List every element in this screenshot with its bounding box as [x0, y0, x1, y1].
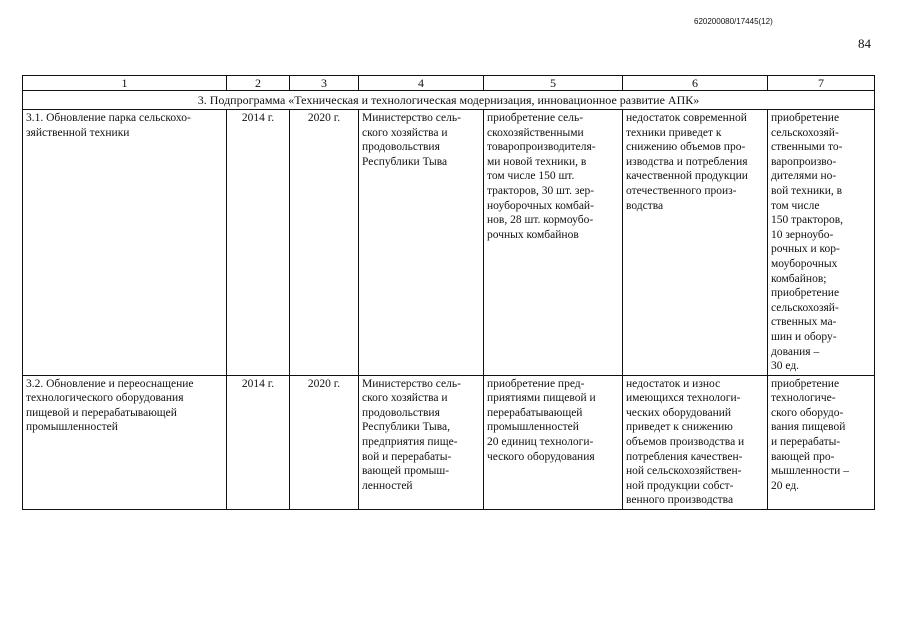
page-number: 84	[858, 36, 871, 51]
program-table	[22, 75, 875, 510]
column-number: 4	[359, 76, 484, 91]
start-year-cell: 2014 г.	[227, 375, 290, 509]
table-row	[23, 375, 875, 509]
column-number: 6	[623, 76, 768, 91]
column-number: 7	[768, 76, 875, 91]
column-number: 2	[227, 76, 290, 91]
column-number: 3	[290, 76, 359, 91]
indicator-link-cell: приобретение сельскохозяй- ственными то- варопроизво- дителями но- вой техники, в том числе 150 тракторов, 10 зерноубо- рочных и кор- моуборочных комбайнов; приобретение сельскохозяй- ственных ма- шин и обору- дования – 30 ед.	[768, 110, 875, 376]
expected-result-cell: приобретение сель- скохозяйственными товаропроизводителя- ми новой техники, в том числе 150 шт. тракторов, 30 шт. зер- ноуборочных комбай- нов, 28 шт. кормоубо- рочных комбайнов	[484, 110, 623, 376]
table-row	[23, 110, 875, 376]
responsible-executor-cell: Министерство сель- ского хозяйства и продовольствия Республики Тыва	[359, 110, 484, 376]
column-number: 5	[484, 76, 623, 91]
indicator-link-cell: приобретение технологиче- ского оборудо- вания пищевой и перерабаты- вающей про- мышленности – 20 ед.	[768, 375, 875, 509]
measure-name-cell: 3.1. Обновление парка сельскохо- зяйственной техники	[23, 110, 227, 376]
column-number: 1	[23, 76, 227, 91]
consequences-cell: недостаток современной техники приведет к снижению объемов про- изводства и потребления качественной продукции отечественного произ- водства	[623, 110, 768, 376]
expected-result-cell: приобретение пред- приятиями пищевой и перерабатывающей промышленностей 20 единиц технологи- ческого оборудования	[484, 375, 623, 509]
section-title: 3. Подпрограмма «Техническая и технологическая модернизация, инновационное развитие АПК»	[23, 91, 875, 110]
start-year-cell: 2014 г.	[227, 110, 290, 376]
section-row	[23, 91, 875, 110]
measure-name-cell: 3.2. Обновление и переоснащение технологического оборудования пищевой и перерабатывающей промышленностей	[23, 375, 227, 509]
end-year-cell: 2020 г.	[290, 110, 359, 376]
column-number-row	[23, 76, 875, 91]
document-code: 620200080/17445(12)	[694, 17, 773, 26]
responsible-executor-cell: Министерство сель- ского хозяйства и продовольствия Республики Тыва, предприятия пище- вой и перерабаты- вающей промыш- ленностей	[359, 375, 484, 509]
consequences-cell: недостаток и износ имеющихся технологи- ческих оборудований приведет к снижению объемов производства и потребления качествен- ной сельскохозяйствен- ной продукции собст- венного производства	[623, 375, 768, 509]
end-year-cell: 2020 г.	[290, 375, 359, 509]
